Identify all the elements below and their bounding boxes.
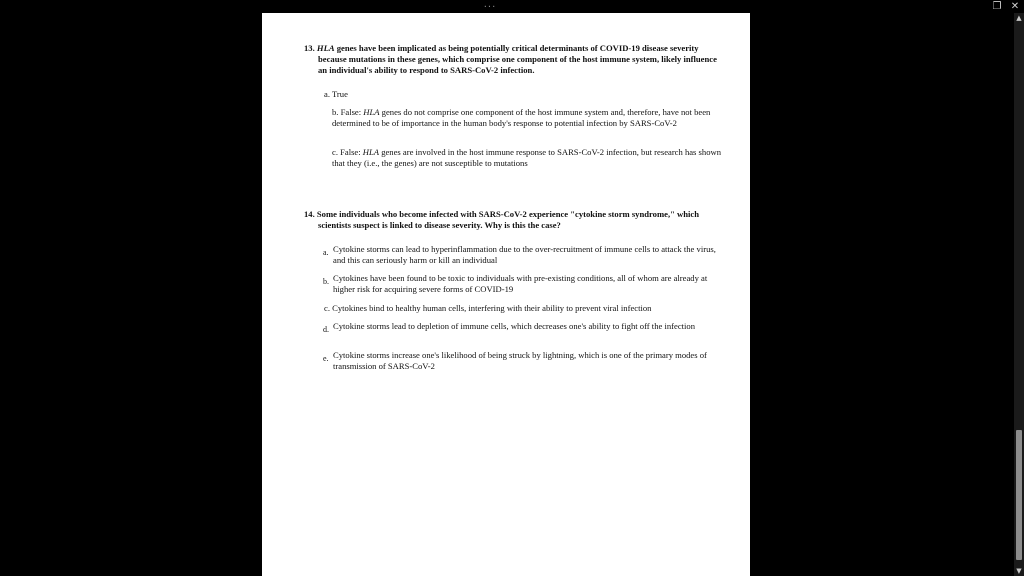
question-stem-text: genes have been implicated as being potentially critical determinants of COVID-19 disease severity because mutations in these genes, which comprise one component of the host immune system, likely influence an individual's ability to respond to SARS-CoV-2 infection. xyxy=(318,43,717,76)
question-number: 13. xyxy=(304,43,315,53)
question-stem xyxy=(304,43,724,77)
answer-option-a[interactable] xyxy=(323,244,723,266)
option-text: genes do not comprise one component of the host immune system and, therefore, have not been determined to be of importance in the human body's response to potential infection by SARS-CoV-2 xyxy=(332,107,711,129)
answer-option-a[interactable] xyxy=(324,89,724,100)
option-prefix: c. False: xyxy=(332,147,363,157)
option-letter: a. xyxy=(323,248,329,257)
answer-option-d[interactable] xyxy=(323,321,723,332)
window-controls xyxy=(988,0,1024,13)
question-number: 14. xyxy=(304,209,315,219)
option-text: Cytokine storms can lead to hyperinflammation due to the over-recruitment of immune cells to attack the virus, and this can seriously harm or kill an individual xyxy=(333,244,716,266)
answer-option-c[interactable] xyxy=(332,147,724,169)
option-letter: e. xyxy=(323,354,329,363)
option-letter: d. xyxy=(323,325,329,334)
option-text: genes are involved in the host immune response to SARS-CoV-2 infection, but research has shown that they (i.e., the genes) are not susceptible to mutations xyxy=(332,147,721,169)
close-icon[interactable]: ✕ xyxy=(1010,0,1020,12)
option-prefix: b. False: xyxy=(332,107,364,117)
answer-option-c[interactable] xyxy=(324,303,724,314)
answer-option-b[interactable] xyxy=(332,107,724,129)
option-italic: HLA xyxy=(362,147,380,157)
option-text: Cytokine storms increase one's likelihood of being struck by lightning, which is one of the primary modes of transmission of SARS-CoV-2 xyxy=(333,350,707,372)
restore-window-icon[interactable]: ❐ xyxy=(992,0,1002,12)
option-letter: b. xyxy=(323,277,329,286)
scroll-thumb[interactable] xyxy=(1016,430,1022,560)
document-page xyxy=(262,13,750,576)
option-text: Cytokines have been found to be toxic to individuals with pre-existing conditions, all of whom are already at higher risk for acquiring severe forms of COVID-19 xyxy=(333,273,708,295)
scroll-down-icon[interactable]: ▼ xyxy=(1016,567,1022,575)
question-stem-text: Some individuals who become infected with SARS-CoV-2 experience "cytokine storm syndrome," which scientists suspect is linked to disease severity. Why is this the case? xyxy=(316,209,699,231)
vertical-scrollbar[interactable] xyxy=(1014,13,1024,576)
option-text: c. Cytokines bind to healthy human cells, interfering with their ability to prevent viral infection xyxy=(324,303,652,313)
question-stem xyxy=(304,209,724,231)
more-options-icon[interactable]: ... xyxy=(483,0,497,10)
option-text: True xyxy=(331,89,348,99)
answer-option-b[interactable] xyxy=(323,273,723,295)
question-stem-italic: HLA xyxy=(316,43,335,53)
option-text: Cytokine storms lead to depletion of immune cells, which decreases one's ability to fight off the infection xyxy=(333,321,696,331)
option-italic: HLA xyxy=(363,107,380,117)
scroll-up-icon[interactable]: ▲ xyxy=(1016,14,1022,22)
answer-option-e[interactable] xyxy=(323,350,723,372)
option-letter: a. xyxy=(324,89,330,99)
